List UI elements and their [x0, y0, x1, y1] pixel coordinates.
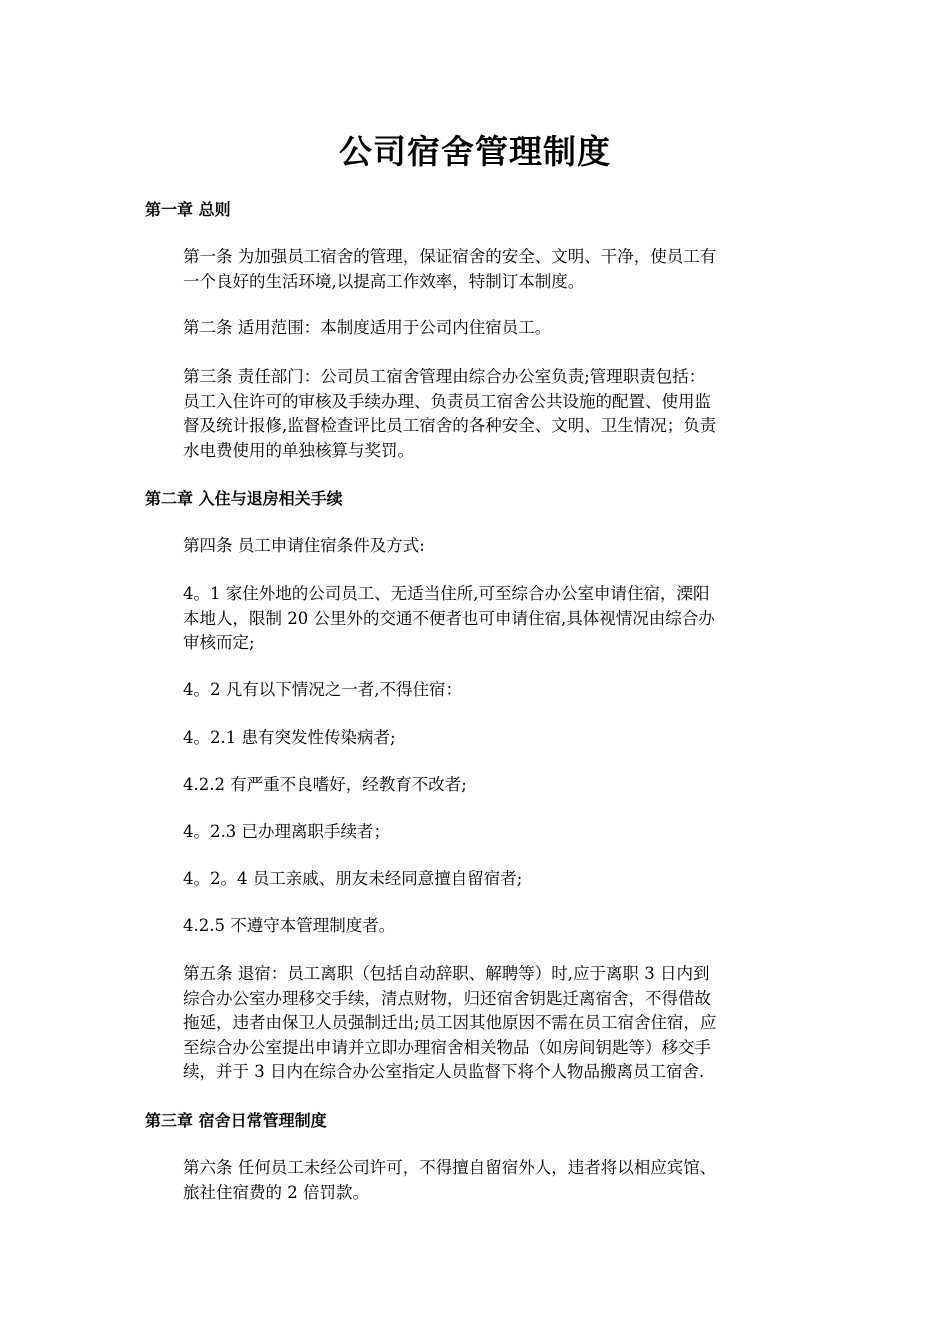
article-1: [183, 245, 808, 294]
text-line: 本地人，限制 20 公里外的交通不便者也可申请住宿,具体视情况由综合办: [183, 608, 715, 628]
text-line: 4。2。4 员工亲戚、朋友未经同意擅自留宿者;: [183, 869, 523, 888]
text-line: 员工入住许可的审核及手续办理、负责员工宿舍公共设施的配置、使用监: [183, 391, 711, 411]
text-line: 水电费使用的单独核算与奖罚。: [183, 440, 414, 460]
page-title: 公司宿舍管理制度: [339, 132, 611, 171]
article-6: [183, 1156, 808, 1205]
text-line: 4。2.1 患有突发性传染病者;: [183, 728, 396, 747]
text-line: 第四条 员工申请住宿条件及方式:: [183, 536, 425, 555]
text-line: 第二条 适用范围：本制度适用于公司内住宿员工。: [183, 318, 552, 337]
chapter-3-heading: 第三章 宿舍日常管理制度: [145, 1111, 327, 1130]
clause-4-2-4: [183, 867, 808, 892]
text-line: 拖延，违者由保卫人员强制迁出;员工因其他原因不需在员工宿舍住宿，应: [183, 1013, 717, 1032]
text-line: 4。2.3 已办理离职手续者；: [183, 822, 390, 841]
text-line: 第一条 为加强员工宿舍的管理，保证宿舍的安全、文明、干净，使员工有: [183, 247, 717, 266]
text-line: 4.2.2 有严重不良嗜好，经教育不改者;: [183, 775, 467, 794]
article-4: [183, 534, 808, 559]
text-line: 4.2.5 不遵守本管理制度者。: [183, 916, 396, 935]
chapter-1-heading: 第一章 总则: [145, 200, 231, 219]
text-line: 第三条 责任部门：公司员工宿舍管理由综合办公室负责;管理职责包括：: [183, 367, 706, 386]
article-5: [183, 962, 808, 1085]
clause-4-2-5: [183, 914, 808, 939]
text-line: 至综合办公室提出申请并立即办理宿舍相关物品（如房间钥匙等）移交手: [183, 1037, 711, 1057]
text-line: 第六条 任何员工未经公司许可，不得擅自留宿外人，违者将以相应宾馆、: [183, 1158, 717, 1177]
text-line: 督及统计报修,监督检查评比员工宿舍的各种安全、文明、卫生情况；负责: [183, 416, 717, 435]
clause-4-2: [183, 678, 808, 703]
clause-4-2-3: [183, 820, 808, 845]
chapter-2-heading: 第二章 入住与退房相关手续: [145, 489, 343, 508]
text-line: 第五条 退宿：员工离职（包括自动辞职、解聘等）时,应于离职 3 日内到: [183, 964, 710, 983]
text-line: 4。1 家住外地的公司员工、无适当住所,可至综合办公室申请住宿，溧阳: [183, 584, 710, 603]
text-line: 旅社住宿费的 2 倍罚款。: [183, 1182, 369, 1202]
article-2: [183, 316, 808, 341]
clause-4-2-2: [183, 773, 808, 798]
text-line: 续，并于 3 日内在综合办公室指定人员监督下将个人物品搬离员工宿舍.: [183, 1062, 705, 1081]
text-line: 4。2 凡有以下情况之一者,不得住宿：: [183, 680, 462, 699]
text-line: 一个良好的生活环境,以提高工作效率，特制订本制度。: [183, 271, 585, 291]
clause-4-2-1: [183, 726, 808, 751]
text-line: 综合办公室办理移交手续，清点财物，归还宿舍钥匙迁离宿舍，不得借故: [183, 988, 711, 1008]
text-line: 审核而定;: [183, 633, 255, 652]
article-3: [183, 365, 808, 463]
clause-4-1: [183, 582, 808, 656]
